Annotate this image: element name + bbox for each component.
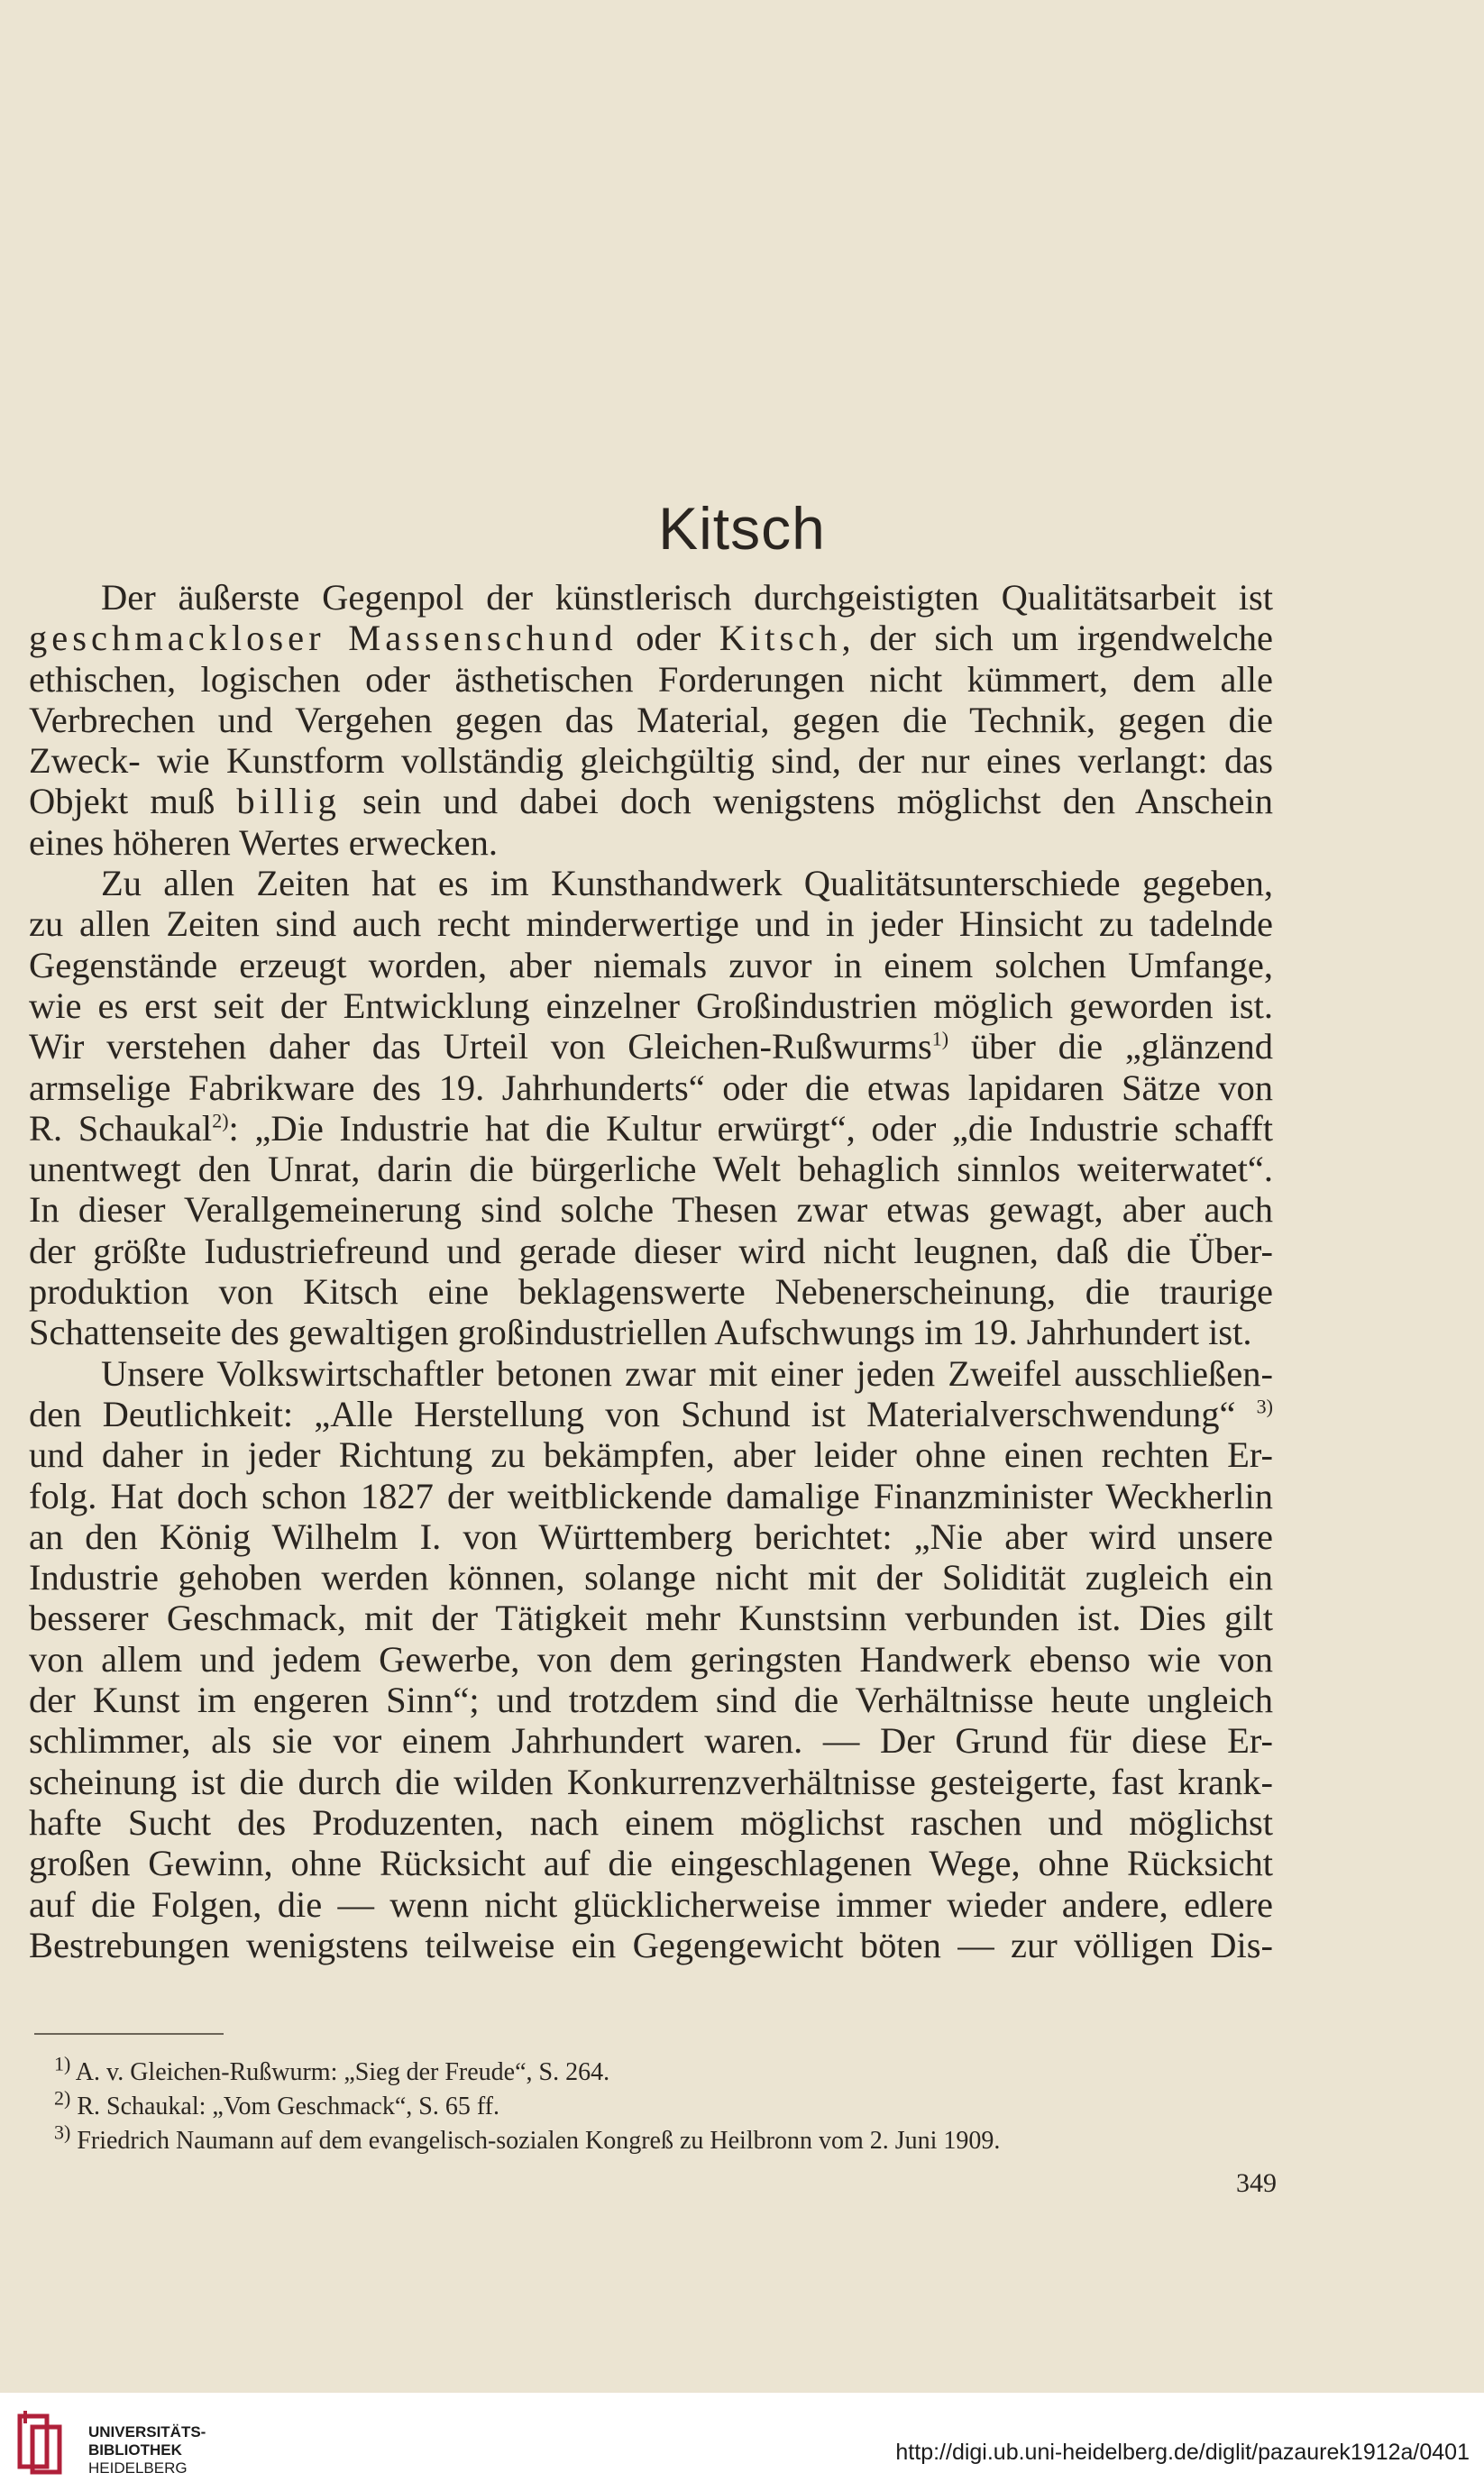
footnote-mark: 1) <box>54 2052 71 2075</box>
page-title: Kitsch <box>658 495 826 562</box>
footnote-text: A. v. Gleichen-Rußwurm: „Sieg der Freude“, S. 264. <box>75 2058 610 2086</box>
library-name-line: BIBLIOTHEK <box>88 2441 182 2459</box>
text-fragment: , der sich um irgendwelche <box>841 618 1273 659</box>
footnote-divider <box>34 2033 224 2035</box>
text-line: produktion von Kitsch eine beklagenswerte Nebenerscheinung, die traurige <box>29 1271 1273 1313</box>
text-line: und daher in jeder Richtung zu bekämpfen, aber leider ohne einen rechten Er- <box>29 1434 1273 1476</box>
text-line: eines höheren Wertes erwecken. <box>29 821 498 863</box>
text-line: Zu allen Zeiten hat es im Kunsthandwerk Qualitätsunterschiede gegeben, <box>101 863 1273 904</box>
text-line: besserer Geschmack, mit der Tätigkeit mehr Kunstsinn verbunden ist. Dies gilt <box>29 1598 1273 1639</box>
text-line: unentwegt den Unrat, darin die bürgerliche Welt behaglich sinnlos weiterwatet“. <box>29 1149 1273 1190</box>
text-line <box>29 781 1273 821</box>
text-fragment: sein und dabei doch wenigstens möglichst den Anschein <box>340 781 1273 822</box>
text-line: an den König Wilhelm I. von Württemberg berichtet: „Nie aber wird unsere <box>29 1516 1273 1557</box>
text-line: folg. Hat doch schon 1827 der weitblickende damalige Finanzminister Weckherlin <box>29 1475 1273 1516</box>
text-line <box>29 1026 1273 1067</box>
text-line: von allem und jedem Gewerbe, von dem geringsten Handwerk ebenso wie von <box>29 1638 1273 1680</box>
text-line: Industrie gehoben werden können, solange nicht mit der Solidität zugleich ein <box>29 1557 1273 1598</box>
text-line: Gegenstände erzeugt worden, aber niemals zuvor in einem solchen Umfange, <box>29 944 1273 985</box>
text-line: großen Gewinn, ohne Rücksicht auf die eingeschlagenen Wege, ohne Rücksicht <box>29 1843 1273 1884</box>
text-line: hafte Sucht des Produzenten, nach einem möglichst raschen und möglichst <box>29 1801 1273 1843</box>
library-logo-icon <box>16 2407 72 2477</box>
library-name-line: HEIDELBERG <box>88 2459 188 2477</box>
text-line <box>29 1108 1273 1149</box>
text-fragment: über die „glänzend <box>948 1026 1273 1067</box>
footnotes <box>54 2052 1280 2158</box>
text-fragment: den Deutlichkeit: „Alle Herstellung von Schund ist Materialverschwendung“ <box>29 1393 1236 1434</box>
text-line: ethischen, logischen oder ästhetischen Forderungen nicht kümmert, dem alle <box>29 658 1273 700</box>
text-line: In dieser Verallgemeinerung sind solche Thesen zwar etwas gewagt, aber auch <box>29 1189 1273 1231</box>
footnote <box>54 2052 1280 2090</box>
text-line: auf die Folgen, die — wenn nicht glücklicherweise immer wieder andere, edlere <box>29 1883 1273 1925</box>
text-line: Bestrebungen wenigstens teilweise ein Gegengewicht böten — zur völligen Dis- <box>29 1924 1273 1965</box>
text-fragment: Objekt muß <box>29 781 237 822</box>
text-line: Verbrechen und Vergehen gegen das Material, gegen die Technik, gegen die <box>29 699 1273 740</box>
footnote-ref: 2) <box>212 1109 229 1132</box>
text-line: scheinung ist die durch die wilden Konkurrenzverhältnisse gesteigerte, fast krank- <box>29 1761 1273 1802</box>
text-line: Der äußerste Gegenpol der künstlerisch durchgeistigten Qualitätsarbeit ist <box>101 577 1273 618</box>
body-text <box>29 577 1273 1965</box>
footnote-mark: 2) <box>54 2086 71 2110</box>
text-line: der größte Iudustriefreund und gerade dieser wird nicht leugnen, daß die Über- <box>29 1230 1273 1271</box>
text-line: armselige Fabrikware des 19. Jahrhunderts“ oder die etwas lapidaren Sätze von <box>29 1067 1273 1108</box>
text-fragment: : „Die Industrie hat die Kultur erwürgt“, oder „die Industrie schafft <box>228 1107 1273 1149</box>
source-url-link[interactable]: http://digi.ub.uni-heidelberg.de/diglit/pazaurek1912a/0401 <box>895 2440 1470 2465</box>
text-line: Schattenseite des gewaltigen großindustriellen Aufschwungs im 19. Jahrhundert ist. <box>29 1312 1252 1353</box>
text-line: schlimmer, als sie vor einem Jahrhundert waren. — Der Grund für diese Er- <box>29 1720 1273 1762</box>
library-name <box>88 2423 206 2477</box>
footnote-ref: 1) <box>931 1027 949 1050</box>
text-line: Zweck- wie Kunstform vollständig gleichgültig sind, der nur eines verlangt: das <box>29 740 1273 782</box>
text-line <box>29 618 1273 658</box>
footnote-mark: 3) <box>54 2120 71 2144</box>
footnote-text: R. Schaukal: „Vom Geschmack“, S. 65 ff. <box>77 2093 499 2120</box>
footnote-text: Friedrich Naumann auf dem evangelisch-sozialen Kongreß zu Heilbronn vom 2. Juni 1909. <box>77 2127 1001 2155</box>
text-fragment: Wir verstehen daher das Urteil von Gleichen-Rußwurms <box>29 1026 932 1067</box>
emphasis-text: billig <box>236 781 341 822</box>
page-number: 349 <box>1236 2168 1277 2198</box>
footnote-ref: 3) <box>1256 1395 1273 1418</box>
text-line: zu allen Zeiten sind auch recht minderwertige und in jeder Hinsicht zu tadelnde <box>29 903 1273 945</box>
text-line: der Kunst im engeren Sinn“; und trotzdem sind die Verhältnisse heute ungleich <box>29 1680 1273 1721</box>
text-fragment: R. Schaukal <box>29 1107 213 1149</box>
emphasis-text: geschmackloser Massenschund <box>29 618 618 659</box>
emphasis-text: Kitsch <box>719 618 842 659</box>
text-line: Unsere Volkswirtschaftler betonen zwar mit einer jeden Zweifel ausschließen- <box>101 1352 1273 1394</box>
footnote <box>54 2120 1280 2158</box>
library-name-line: UNIVERSITÄTS- <box>88 2423 206 2441</box>
text-line: wie es erst seit der Entwicklung einzelner Großindustrien möglich geworden ist. <box>29 984 1273 1026</box>
text-fragment: oder <box>617 618 719 659</box>
footnote <box>54 2086 1280 2124</box>
text-line <box>29 1394 1273 1434</box>
